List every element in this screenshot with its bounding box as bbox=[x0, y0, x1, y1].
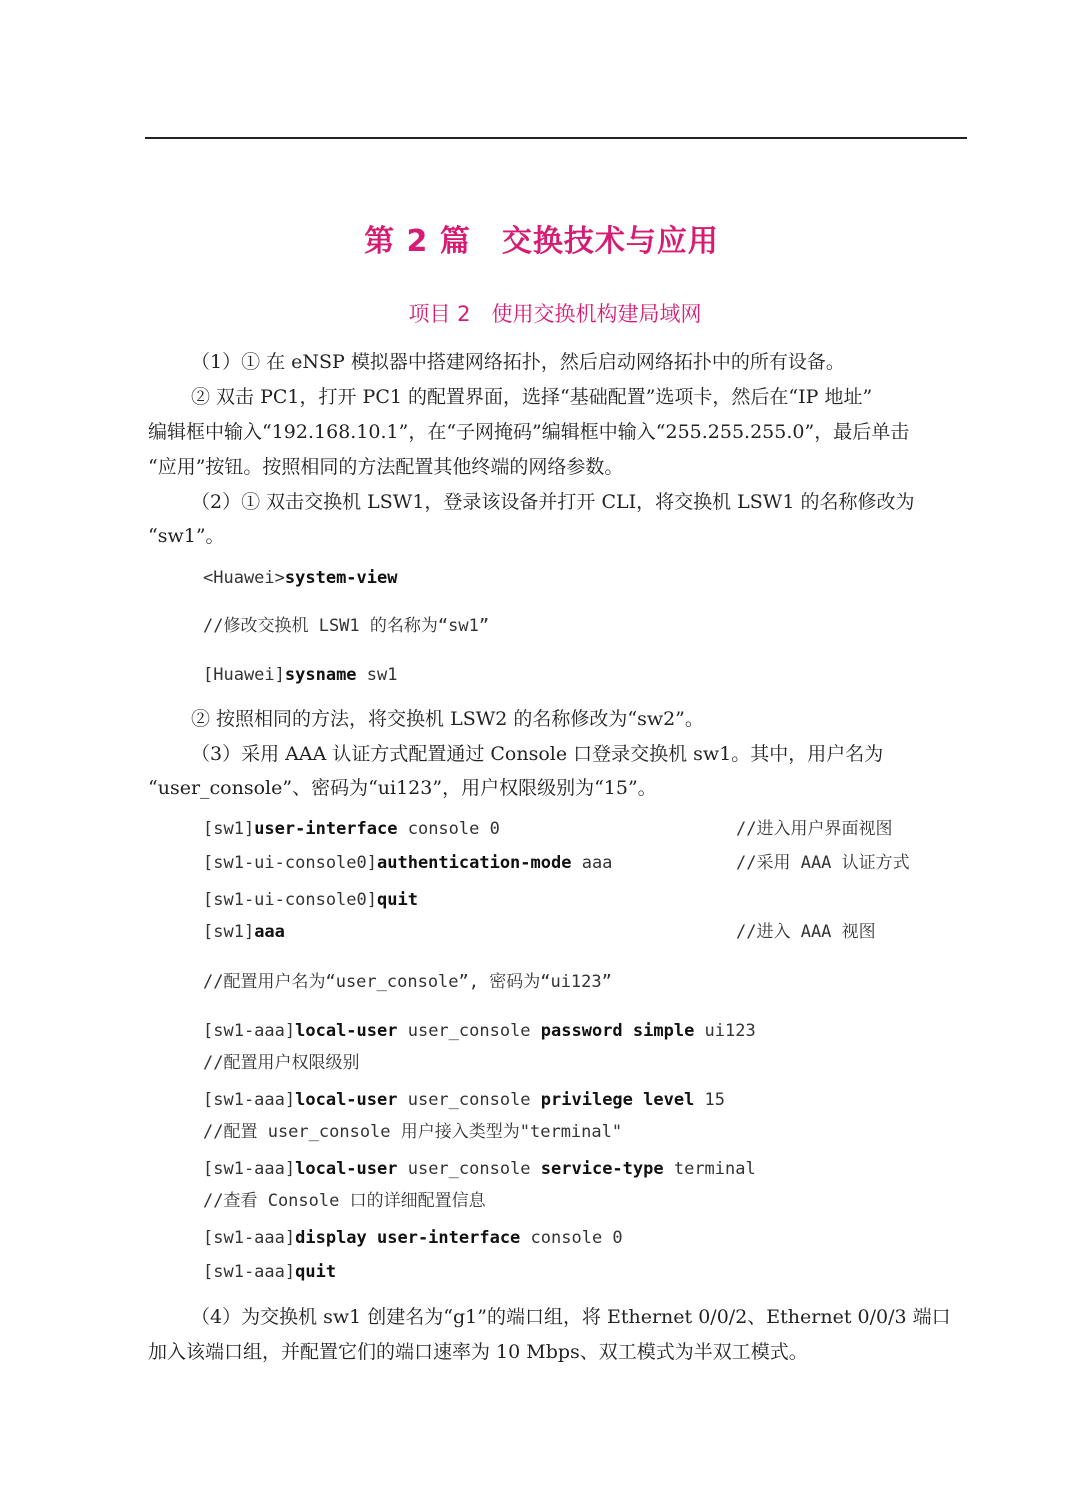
paragraph-4: “应用”按钮。按照相同的方法配置其他终端的网络参数。 bbox=[148, 456, 624, 478]
code-line: [sw1-aaa]display user-interface console 0 bbox=[203, 1228, 623, 1248]
paragraph-7: ② 按照相同的方法，将交换机 LSW2 的名称修改为“sw2”。 bbox=[191, 708, 704, 730]
code-line: [sw1-ui-console0]authentication-mode aaa bbox=[203, 853, 613, 873]
code-line: [Huawei]sysname sw1 bbox=[203, 665, 398, 685]
code-line: [sw1-aaa]local-user user_console privilege level 15 bbox=[203, 1090, 726, 1110]
paragraph-8: （3）采用 AAA 认证方式配置通过 Console 口登录交换机 sw1。其中，用户名为 bbox=[191, 743, 884, 765]
header-rule bbox=[145, 137, 967, 139]
code-line: [sw1-aaa]quit bbox=[203, 1262, 337, 1282]
paragraph-2: ② 双击 PC1，打开 PC1 的配置界面，选择“基础配置”选项卡，然后在“IP 地址” bbox=[191, 386, 873, 408]
paragraph-11: 加入该端口组，并配置它们的端口速率为 10 Mbps、双工模式为半双工模式。 bbox=[148, 1341, 808, 1363]
paragraph-5: （2）① 双击交换机 LSW1，登录该设备并打开 CLI，将交换机 LSW1 的名称修改为 bbox=[191, 491, 915, 513]
code-line: [sw1-aaa]local-user user_console password simple ui123 bbox=[203, 1021, 756, 1041]
code-line: [sw1-aaa]local-user user_console service-type terminal bbox=[203, 1159, 756, 1179]
paragraph-6: “sw1”。 bbox=[148, 525, 225, 547]
code-comment: //修改交换机 LSW1 的名称为“sw1” bbox=[203, 616, 490, 636]
code-line: [sw1-ui-console0]quit bbox=[203, 890, 418, 910]
code-comment: //配置 user_console 用户接入类型为"terminal" bbox=[203, 1122, 623, 1142]
code-line: <Huawei>system-view bbox=[203, 568, 398, 588]
paragraph-3: 编辑框中输入“192.168.10.1”，在“子网掩码”编辑框中输入“255.255.255.0”，最后单击 bbox=[148, 421, 910, 443]
part-title: 第 2 篇 交换技术与应用 bbox=[364, 224, 719, 259]
code-comment: //配置用户名为“user_console”, 密码为“ui123” bbox=[203, 972, 612, 992]
paragraph-1: （1）① 在 eNSP 模拟器中搭建网络拓扑，然后启动网络拓扑中的所有设备。 bbox=[191, 351, 845, 373]
code-line: [sw1]aaa bbox=[203, 922, 285, 942]
code-line: [sw1]user-interface console 0 bbox=[203, 819, 500, 839]
paragraph-9: “user_console”、密码为“ui123”，用户权限级别为“15”。 bbox=[148, 777, 657, 799]
code-comment: //进入 AAA 视图 bbox=[736, 922, 876, 942]
code-comment: //进入用户界面视图 bbox=[736, 819, 893, 839]
project-title: 项目 2 使用交换机构建局域网 bbox=[408, 302, 702, 326]
code-comment: //采用 AAA 认证方式 bbox=[736, 853, 910, 873]
code-comment: //查看 Console 口的详细配置信息 bbox=[203, 1191, 486, 1211]
code-comment: //配置用户权限级别 bbox=[203, 1053, 360, 1073]
paragraph-10: （4）为交换机 sw1 创建名为“g1”的端口组，将 Ethernet 0/0/2、Ethernet 0/0/3 端口 bbox=[191, 1306, 951, 1328]
